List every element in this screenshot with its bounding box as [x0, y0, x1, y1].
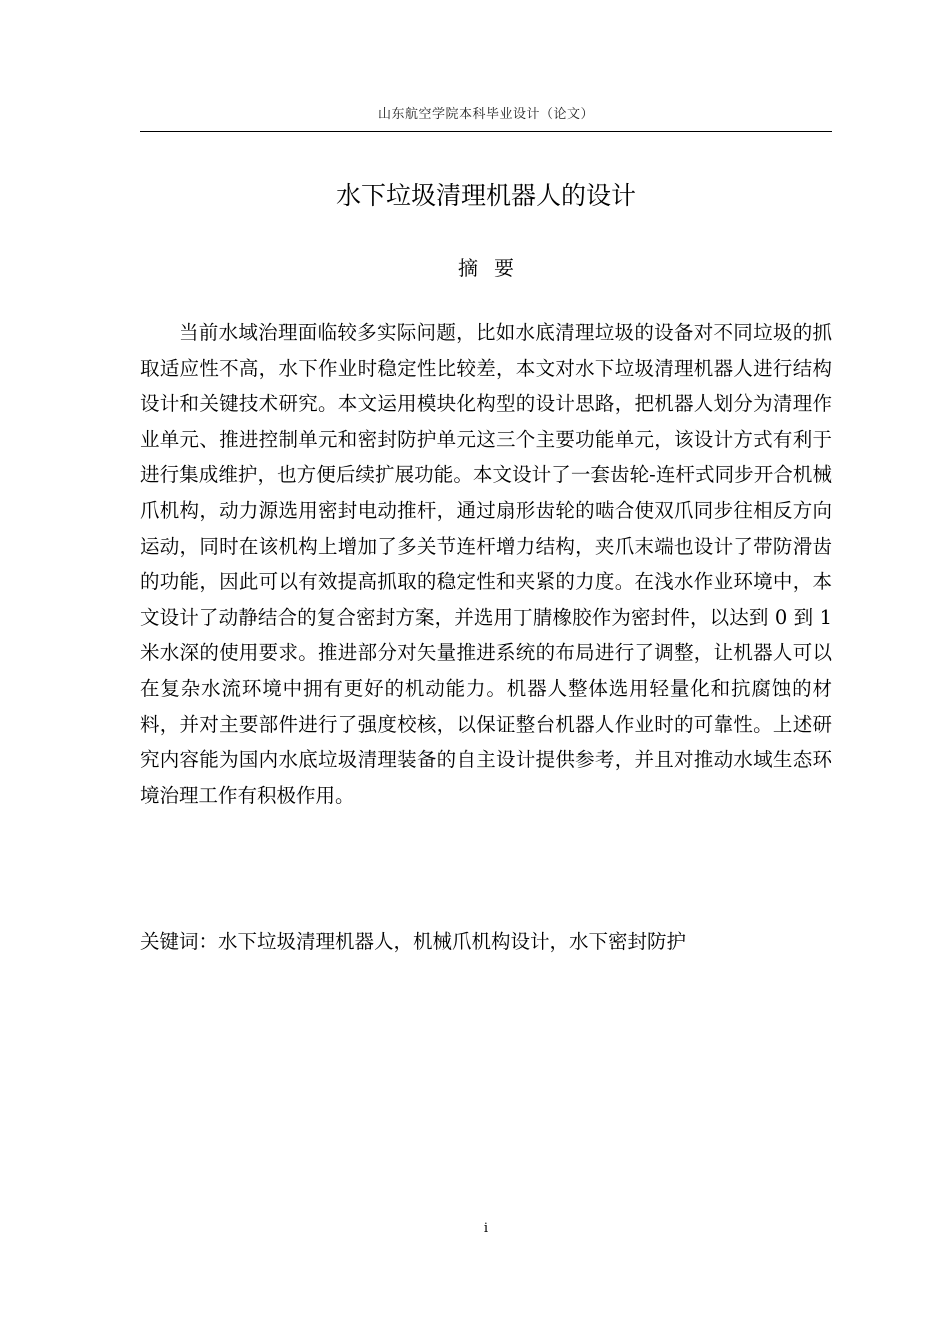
paper-title: 水下垃圾清理机器人的设计	[335, 181, 636, 210]
keywords-text: 水下垃圾清理机器人，机械爪机构设计，水下密封防护	[218, 930, 687, 953]
abstract-body: 当前水域治理面临较多实际问题，比如水底清理垃圾的设备对不同垃圾的抓取适应性不高，水下作业时稳定性比较差，本文对水下垃圾清理机器人进行结构设计和关键技术研究。本文运用模块化构型的设计思路，把机器人划分为清理作业单元、推进控制单元和密封防护单元这三个主要功能单元，该设计方式有利于进行集成维护，也方便后续扩展功能。本文设计了一套齿轮-连杆式同步开合机械爪机构，动力源选用密封电动推杆，通过扇形齿轮的啮合使双爪同步往相反方向运动，同时在该机构上增加了多关节连杆增力结构，夹爪末端也设计了带防滑齿的功能，因此可以有效提高抓取的稳定性和夹紧的力度。在浅水作业环境中，本文设计了动静结合的复合密封方案，并选用丁腈橡胶作为密封件，以达到 0 到 1 米水深的使用要求。推进部分对矢量推进系统的布局进行了调整，让机器人可以在复杂水流环境中拥有更好的机动能力。机器人整体选用轻量化和抗腐蚀的材料，并对主要部件进行了强度校核，以保证整台机器人作业时的可靠性。上述研究内容能为国内水底垃圾清理装备的自主设计提供参考，并且对推动水域生态环境治理工作有积极作用。	[140, 321, 832, 807]
keywords-line	[140, 924, 832, 960]
running-header-text: 山东航空学院本科毕业设计（论文）	[377, 107, 594, 122]
page-number: i	[483, 1221, 489, 1236]
running-header	[140, 106, 832, 132]
abstract-heading: 摘要	[458, 256, 530, 280]
keywords-label: 关键词：	[140, 930, 219, 953]
